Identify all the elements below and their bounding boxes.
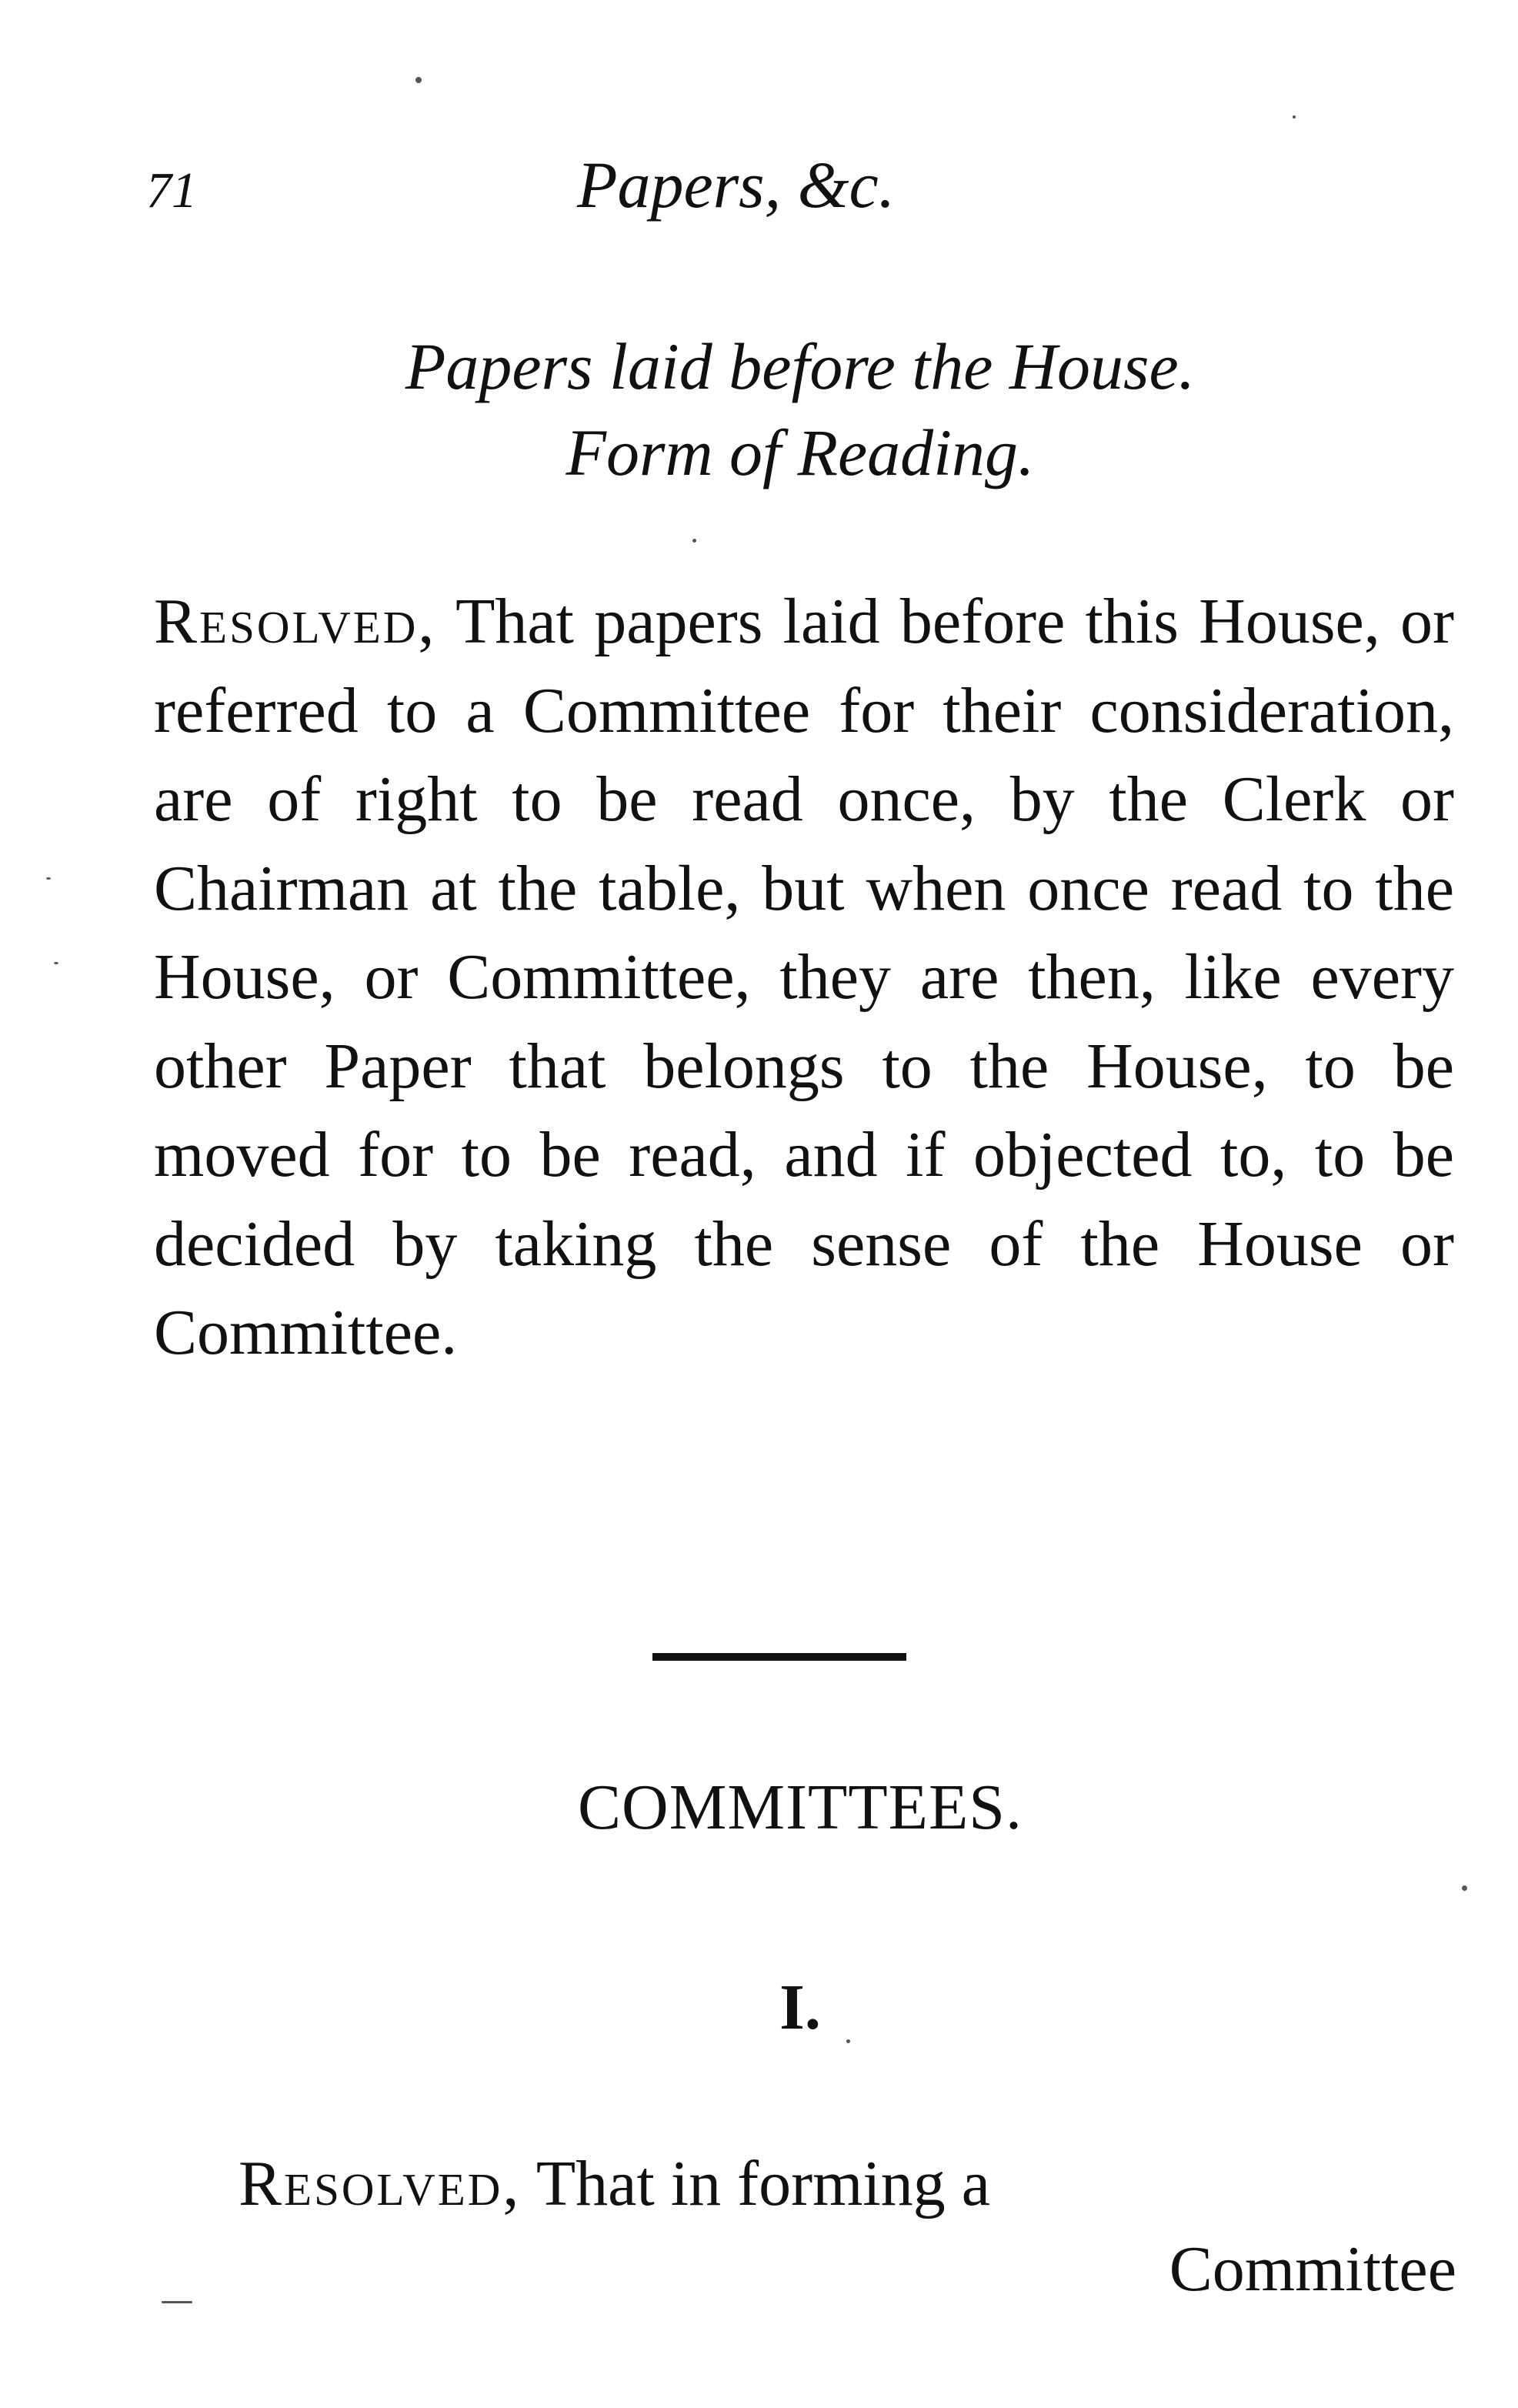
- committee-resolution-paragraph: [239, 2139, 1454, 2229]
- paper-speck: [415, 77, 422, 83]
- paper-speck: [46, 877, 51, 880]
- resolution-text: That papers laid before this House, or referred to a Committee for their consideration, are of right to be read once, by the Clerk or Chairman at the table, but when once read to the House, or Committee, they are then, like every other Paper that belongs to the House, to be moved for to be read, and if objected to, to be decided by taking the sense of the House or Committee.: [154, 586, 1454, 1368]
- catchword: Committee: [1169, 2233, 1456, 2305]
- resolved-lead: Resolved,: [154, 586, 437, 657]
- section-heading-line-1: Papers laid before the House.: [405, 329, 1196, 403]
- running-head: [146, 146, 1454, 231]
- section-heading-line-2: Form of Reading.: [565, 416, 1035, 489]
- paper-speck: [162, 2301, 192, 2303]
- paper-speck: [846, 2039, 850, 2043]
- resolved-lead-2: Resolved,: [239, 2148, 522, 2219]
- resolution-paragraph: [154, 577, 1454, 1378]
- page-number: 71: [146, 162, 197, 219]
- section-heading: [146, 323, 1454, 496]
- section-numeral: I.: [779, 1972, 821, 2043]
- section-divider-rule: [652, 1653, 906, 1661]
- paper-speck: [1293, 115, 1296, 119]
- paper-speck: [1462, 1885, 1467, 1891]
- committee-resolution-text: That in forming a: [521, 2148, 991, 2219]
- running-title: Papers, &c.: [577, 148, 896, 222]
- committees-heading: COMMITTEES.: [578, 1772, 1023, 1843]
- paper-speck: [54, 962, 58, 964]
- paper-speck: [692, 539, 696, 543]
